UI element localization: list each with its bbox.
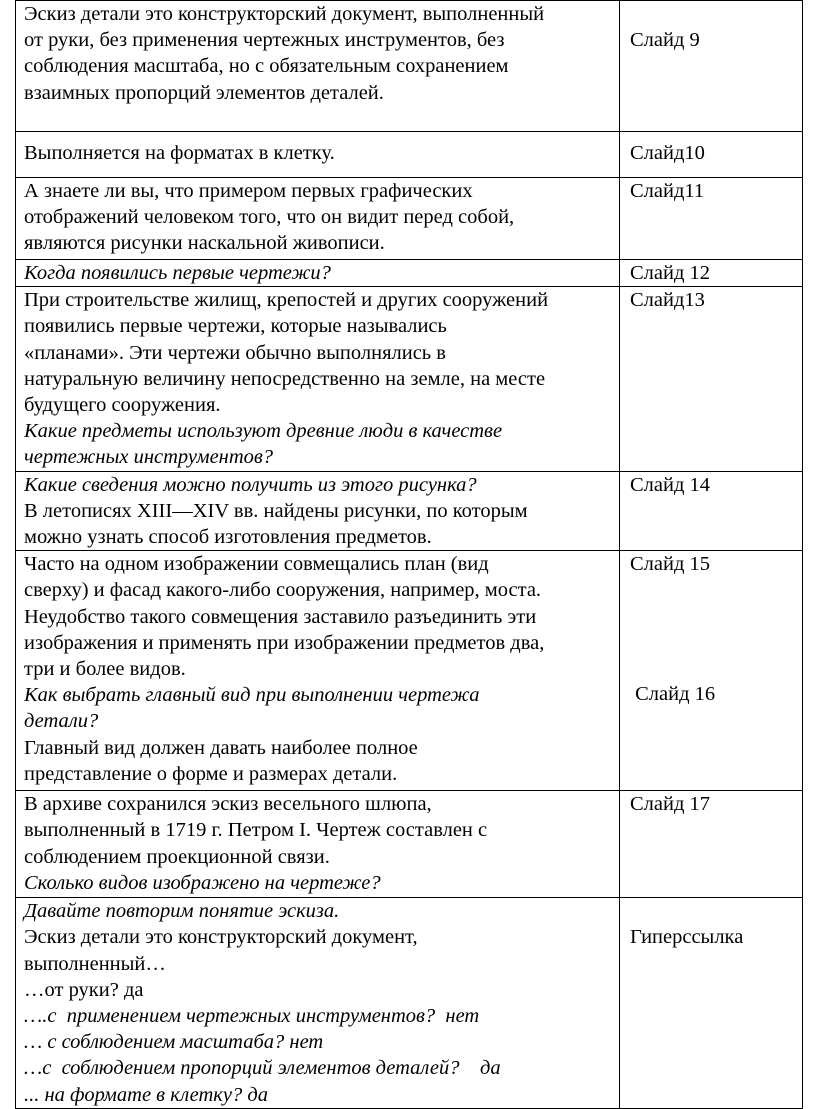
text-line: Главный вид должен давать наиболее полное	[24, 736, 418, 759]
slide-cell	[620, 1, 803, 132]
text-line: Выполняется на форматах в клетку.	[24, 142, 335, 164]
text-line: сверху) и фасад какого-либо сооружения, например, моста.	[24, 579, 542, 602]
text-line: являются рисунки наскальной живописи.	[24, 232, 385, 255]
row-text-cell	[16, 132, 620, 178]
text-line: можно узнать способ изготовления предметов.	[24, 526, 432, 549]
slide-label: Слайд 14	[630, 473, 711, 496]
table-row	[16, 132, 803, 178]
slide-cell	[620, 551, 803, 791]
text-line: В летописях XIII—XIV вв. найдены рисунки, по которым	[24, 499, 528, 522]
slide-label: Слайд11	[630, 180, 705, 202]
table-row	[16, 791, 803, 898]
text-line: Какие сведения можно получить из этого рисунка?	[24, 473, 477, 496]
text-line: «планами». Эти чертежи обычно выполнялись в	[24, 341, 446, 364]
slide-label: Слайд13	[630, 289, 705, 312]
text-line: При строительстве жилищ, крепостей и других сооружений	[24, 289, 549, 312]
text-line: чертежных инструментов?	[24, 446, 274, 469]
hyperlink-label[interactable]: Гиперссылка	[630, 926, 744, 949]
text-line: три и более видов.	[24, 658, 186, 681]
table-row	[16, 898, 803, 1109]
table-row	[16, 178, 803, 260]
text-line: натуральную величину непосредственно на земле, на месте	[24, 367, 546, 390]
text-line: Сколько видов изображено на чертеже?	[24, 871, 381, 894]
text-line: Давайте повторим понятие эскиза.	[24, 900, 340, 923]
text-line: выполненный в 1719 г. Петром I. Чертеж составлен с	[24, 819, 488, 842]
slide-cell	[620, 791, 803, 898]
row-text-cell	[16, 178, 620, 260]
text-line: Неудобство такого совмещения заставило разъединить эти	[24, 605, 537, 628]
table-row	[16, 551, 803, 791]
text-line: Когда появились первые чертежи?	[24, 262, 331, 284]
row-text-cell	[16, 791, 620, 898]
slide-cell	[620, 132, 803, 178]
text-line: соблюдением проекционной связи.	[24, 845, 330, 868]
row-text-cell	[16, 287, 620, 471]
slide-label: Слайд 9	[630, 29, 700, 51]
text-line: Как выбрать главный вид при выполнении чертежа	[24, 684, 480, 707]
text-line: … с соблюдением масштаба? нет	[24, 1031, 324, 1054]
row-text-cell	[16, 260, 620, 287]
text-line: Эскиз детали это конструкторский документ, выполненный	[24, 3, 545, 25]
content-table	[15, 0, 803, 1109]
text-line: Эскиз детали это конструкторский документ,	[24, 926, 418, 949]
text-line: …от руки? да	[24, 978, 144, 1001]
text-line: В архиве сохранился эскиз весельного шлюпа,	[24, 793, 432, 816]
text-line: ….с применением чертежных инструментов? нет	[24, 1005, 480, 1028]
slide-cell	[620, 287, 803, 471]
slide-label: Слайд 15	[630, 553, 711, 576]
text-line: детали?	[24, 710, 99, 733]
slide-label: Слайд 12	[630, 262, 711, 284]
text-line: …с соблюдением пропорций элементов деталей? да	[24, 1057, 501, 1080]
row-text-cell	[16, 551, 620, 791]
text-line: взаимных пропорций элементов деталей.	[24, 81, 384, 104]
text-line: представление о форме и размерах детали.	[24, 762, 398, 785]
slide-label: Слайд 17	[630, 793, 711, 816]
table-row	[16, 260, 803, 287]
text-line: ... на формате в клетку? да	[24, 1083, 268, 1106]
table-row	[16, 287, 803, 471]
slide-cell	[620, 260, 803, 287]
text-line: соблюдения масштаба, но с обязательным сохранением	[24, 55, 509, 78]
text-line: Какие предметы используют древние люди в качестве	[24, 420, 503, 443]
slide-cell	[620, 898, 803, 1109]
text-line: от руки, без применения чертежных инструментов, без	[24, 29, 505, 52]
table-row	[16, 1, 803, 132]
text-line: выполненный…	[24, 952, 166, 975]
slide-label: Слайд10	[630, 142, 705, 164]
row-text-cell	[16, 898, 620, 1109]
row-text-cell	[16, 471, 620, 551]
text-line: А знаете ли вы, что примером первых графических	[24, 180, 473, 202]
table-row	[16, 471, 803, 551]
text-line: появились первые чертежи, которые назывались	[24, 315, 447, 338]
text-line: Часто на одном изображении совмещались план (вид	[24, 553, 489, 576]
text-line: изображения и применять при изображении предметов два,	[24, 631, 545, 654]
slide-label: Слайд 16	[630, 683, 716, 706]
slide-cell	[620, 178, 803, 260]
text-line: отображений человеком того, что он видит перед собой,	[24, 206, 515, 229]
slide-cell	[620, 471, 803, 551]
row-text-cell	[16, 1, 620, 132]
text-line: будущего сооружения.	[24, 394, 221, 417]
